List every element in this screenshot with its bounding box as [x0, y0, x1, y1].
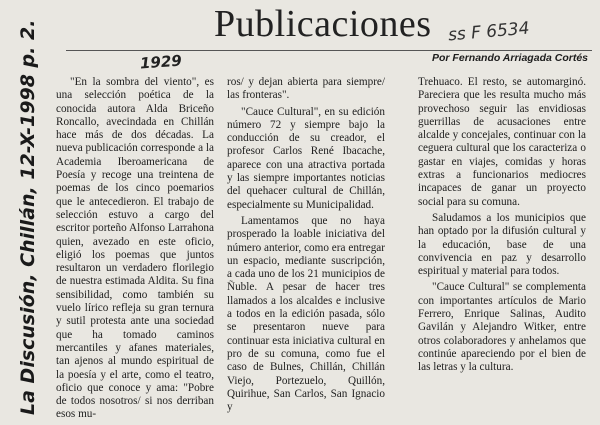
paragraph: "En la sombra del viento", es una selección poética de la conocida autora Alda Briceño Roncallo, avecindada en Chillán hace más de dos décadas. La nueva publicación corresponde a la Academia Iberoamericana de Poesía y recoge una treintena de poemas de los cinco poemarios que le antecedieron. El trabajo de selección estuvo a cargo del escritor porteño Alfonso Larrahona quien, avezado en este oficio, eligió los poemas que juntos resultaron un verdadero florilegio de nuestra estimada Aldita. Su fina sensibilidad, como también su vuelo lírico refleja su gran ternura y sutil protesta ante una sociedad que ha tomado caminos mercantiles y afanes materiales, tan ajenos al mundo espiritual de la poesía y el arte, como el teatro, oficio que conoce y ama: "Pobre de todos nosotros/ si nos derriban esos mu-: [56, 76, 214, 421]
paragraph: ros/ y dejan abierta para siempre/ las fronteras".: [227, 76, 385, 102]
paragraph: "Cauce Cultural", en su edición número 72 y siempre bajo la conducción de su creador, el profesor Carlos René Ibacache, aparece con una atractiva portada y las siempre importantes noticias del quehacer cultural de Chillán, especialmente su Municipalidad.: [227, 105, 385, 211]
paragraph: Lamentamos que no haya prosperado la loable iniciativa del número anterior, como era entregar un espacio, mediante suscripción, a cada uno de los 21 municipios de Ñuble. A pesar de hacer tres llamados a los alcaldes e inclusive a todos en la edición pasada, sólo se presentaron nueve para continuar esta iniciativa cultural en pro de su comuna, como fue el caso de Bulnes, Chillán, Chillán Viejo, Portezuelo, Quillón, Quirihue, San Carlos, San Ignacio y: [227, 214, 385, 414]
paragraph: Trehuaco. El resto, se automarginó. Pareciera que les resulta mucho más provechoso seguir las envidiosas guerrillas de acusaciones entre alcalde y concejales, continuar con la ceguera cultural que los caracteriza o gastar en viajes, comidas y horas extras a funcionarios mediocres incapaces de ganar un proyecto social para su comuna.: [418, 76, 586, 208]
article-column-1: [56, 76, 214, 425]
handwritten-year-note: 1929: [139, 51, 183, 73]
title-divider: [66, 50, 592, 51]
handwritten-reference-note: ss F 6534: [447, 18, 531, 46]
handwritten-source-note: La Discusión, Chillán, 12-X-1998 p. 2.: [17, 19, 39, 415]
article-column-3: [418, 76, 586, 378]
author-byline: Por Fernando Arriagada Cortés: [432, 52, 588, 64]
article-column-2: [227, 76, 385, 417]
paragraph: Saludamos a los municipios que han optado por la difusión cultural y la educación, base de una convivencia en paz y desarrollo espiritual y material para todos.: [418, 211, 586, 278]
page-title: Publicaciones: [214, 3, 432, 45]
paragraph: "Cauce Cultural" se complementa con importantes artículos de Mario Ferrero, Enrique Salinas, Audito Gavilán y Alejandro Witker, entre otros colaboradores y anhelamos que continúe apareciendo por el bien de las letras y la cultura.: [418, 281, 586, 374]
